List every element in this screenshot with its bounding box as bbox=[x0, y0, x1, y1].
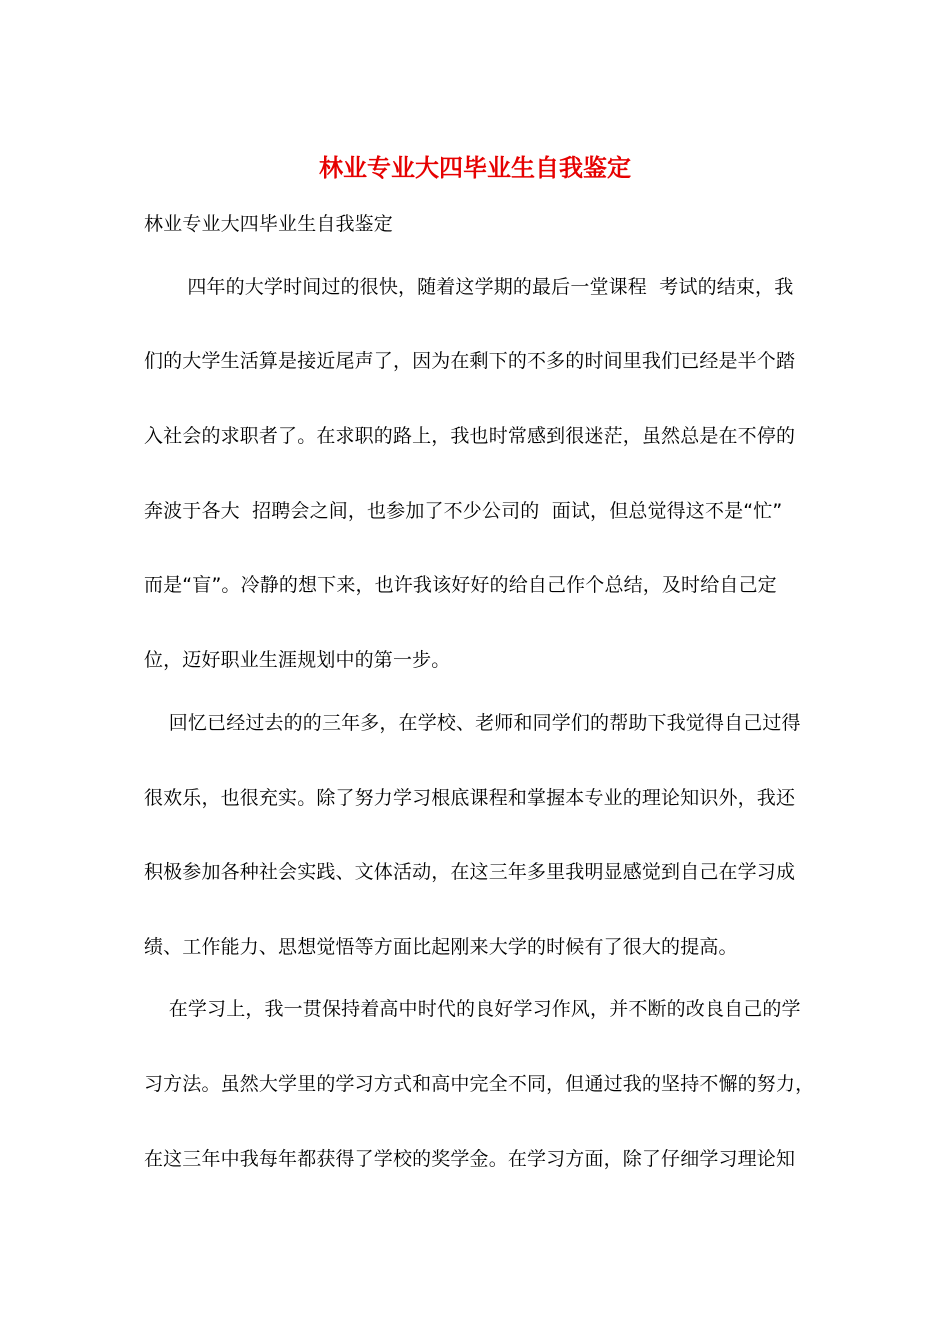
body-line: 习方法。虽然大学里的学习方式和高中完全不同，但通过我的坚持不懈的努力， bbox=[144, 1073, 815, 1095]
body-line: 位，迈好职业生涯规划中的第一步。 bbox=[144, 649, 451, 671]
body-line: 四年的大学时间过的很快，随着这学期的最后一堂课程 考试的结束，我 bbox=[144, 276, 794, 298]
body-line: 而是“盲”。冷静的想下来，也许我该好好的给自己作个总结，及时给自己定 bbox=[144, 574, 777, 596]
body-line: 们的大学生活算是接近尾声了，因为在剩下的不多的时间里我们已经是半个踏 bbox=[144, 350, 796, 372]
body-line: 绩、工作能力、思想觉悟等方面比起刚来大学的时候有了很大的提高。 bbox=[144, 936, 738, 958]
body-line: 在这三年中我每年都获得了学校的奖学金。在学习方面，除了仔细学习理论知 bbox=[144, 1148, 796, 1170]
document-subtitle: 林业专业大四毕业生自我鉴定 bbox=[144, 213, 393, 235]
body-line: 入社会的求职者了。在求职的路上，我也时常感到很迷茫，虽然总是在不停的 bbox=[144, 425, 796, 447]
body-line: 奔波于各大 招聘会之间，也参加了不少公司的 面试，但总觉得这不是“忙” bbox=[144, 500, 783, 522]
body-line: 在学习上，我一贯保持着高中时代的良好学习作风，并不断的改良自己的学 bbox=[144, 998, 801, 1020]
body-line: 很欢乐，也很充实。除了努力学习根底课程和掌握本专业的理论知识外，我还 bbox=[144, 787, 796, 809]
document-title: 林业专业大四毕业生自我鉴定 bbox=[319, 153, 631, 182]
body-line: 积极参加各种社会实践、文体活动，在这三年多里我明显感觉到自己在学习成 bbox=[144, 861, 796, 883]
body-line: 回忆已经过去的的三年多，在学校、老师和同学们的帮助下我觉得自己过得 bbox=[144, 712, 801, 734]
